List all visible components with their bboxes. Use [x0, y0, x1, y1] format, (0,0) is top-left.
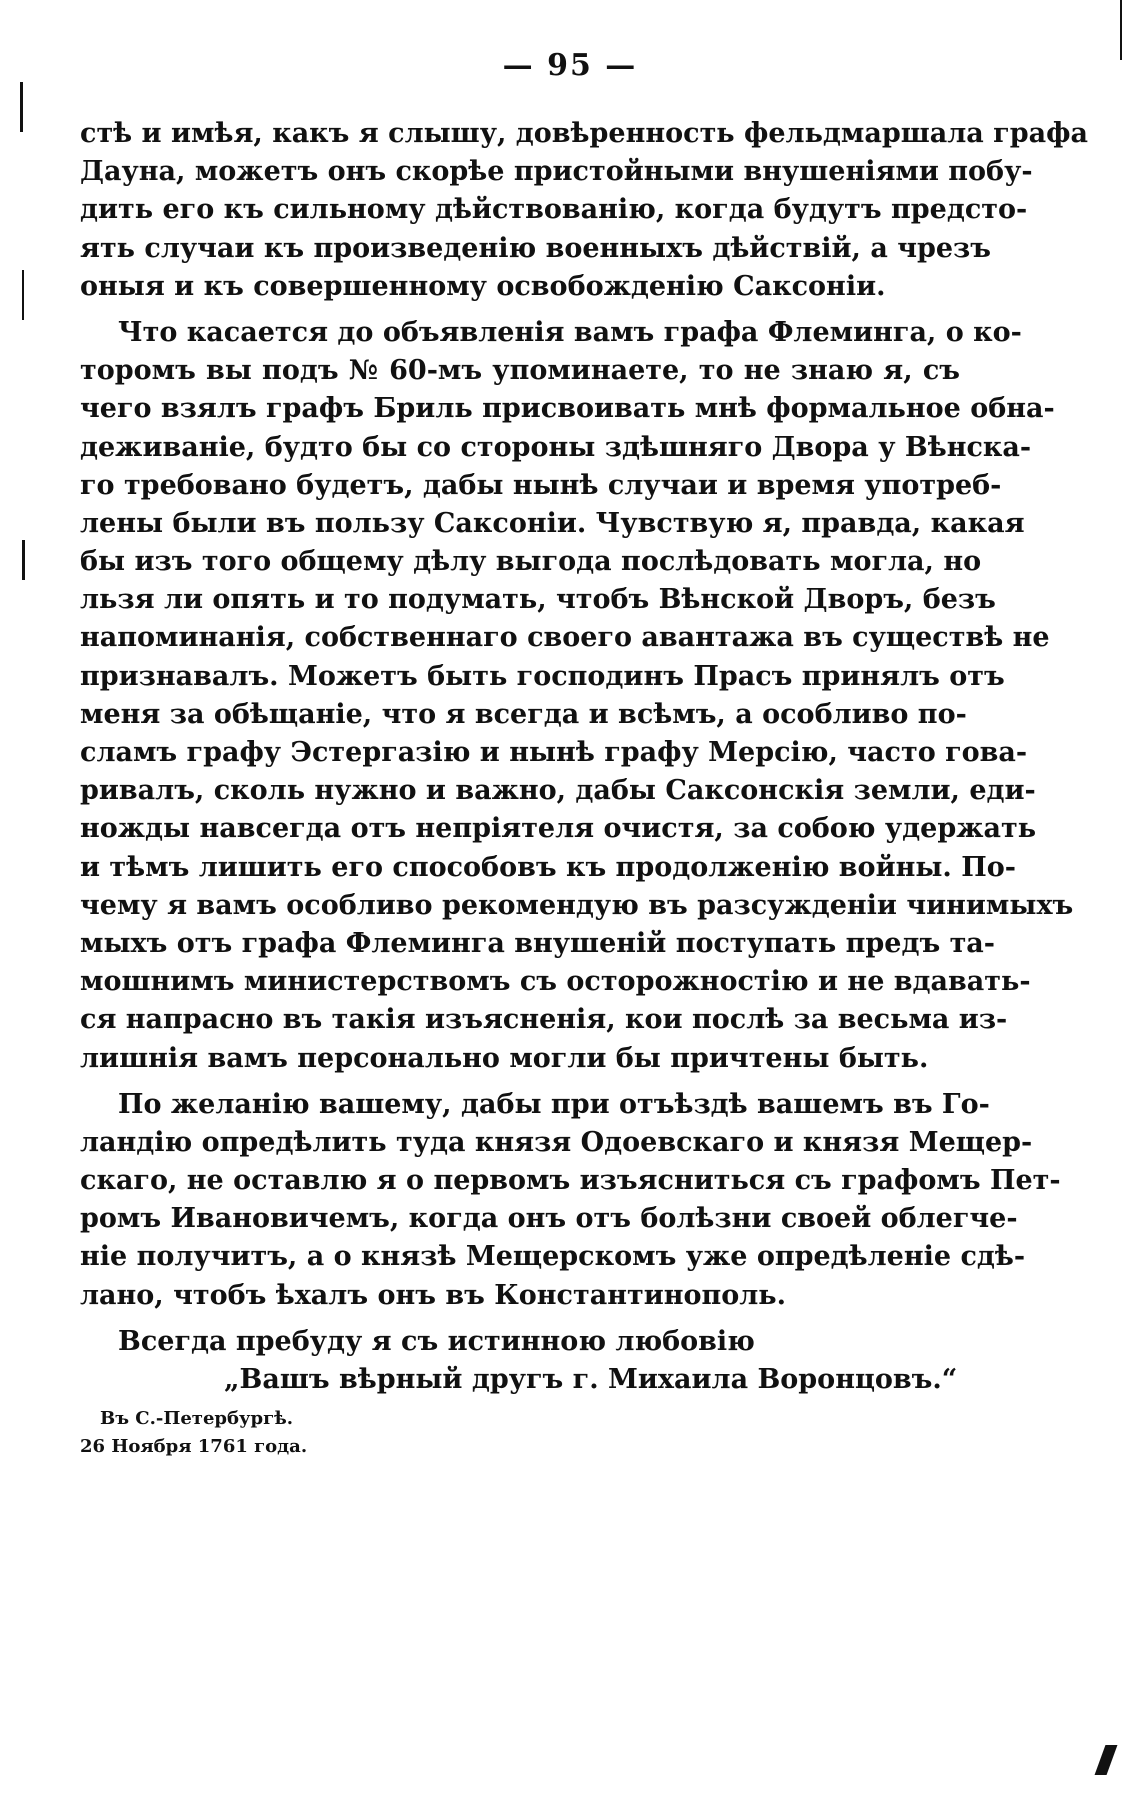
text-line: ніе получитъ, а о князѣ Мещерскомъ уже опредѣленіе сдѣ- [80, 1241, 1026, 1273]
text-line: го требовано будетъ, дабы нынѣ случаи и время употреб- [80, 469, 1002, 501]
letter-date: 26 Ноября 1761 года. [80, 1436, 308, 1458]
text-line: оныя и къ совершенному освобожденію Саксоніи. [80, 270, 886, 302]
text-line: чего взялъ графъ Бриль присвоивать мнѣ формальное обна- [80, 393, 1055, 425]
text-line: лано, чтобъ ѣхалъ онъ въ Константинополь. [80, 1279, 787, 1311]
paragraph-1 [80, 115, 1088, 306]
text-line: ся напрасно въ такія изъясненія, кои послѣ за весьма из- [80, 1004, 1008, 1036]
text-line: ять случаи къ произведенію военныхъ дѣйствій, а чрезъ [80, 232, 991, 264]
text-line: Что касается до объявленія вамъ графа Флеминга, о ко- [118, 316, 1022, 348]
text-line: стѣ и имѣя, какъ я слышу, довѣренность фельдмаршала графа [80, 118, 1088, 149]
scan-margin-mark [22, 270, 24, 320]
scan-margin-mark [1120, 0, 1122, 60]
text-line: льзя ли опять и то подумать, чтобъ Вѣнской Дворъ, безъ [80, 584, 996, 616]
paragraph-3 [80, 1086, 1061, 1315]
text-line: бы изъ того общему дѣлу выгода послѣдовать могла, но [80, 546, 982, 578]
letter-body [80, 115, 1088, 1461]
text-line: ландію опредѣлить туда князя Одоевскаго и князя Мещер- [80, 1126, 1033, 1158]
text-line: признавалъ. Можетъ быть господинъ Прасъ принялъ отъ [80, 660, 1005, 692]
text-line: ривалъ, сколь нужно и важно, дабы Саксонскія земли, еди- [80, 775, 1036, 807]
text-line: скаго, не оставлю я о первомъ изъясниться съ графомъ Пет- [80, 1165, 1061, 1197]
text-line: лишнія вамъ персонально могли бы причтены быть. [80, 1042, 929, 1074]
text-line: Дауна, можетъ онъ скорѣе пристойными внушеніями побу- [80, 156, 1033, 188]
text-line: лены были въ пользу Саксоніи. Чувствую я, правда, какая [80, 507, 1025, 539]
text-line: чему я вамъ особливо рекомендую въ разсужденіи чинимыхъ [80, 889, 1074, 921]
text-line: деживаніе, будто бы со стороны здѣшняго Двора у Вѣнска- [80, 431, 1032, 463]
text-line: сламъ графу Эстергазію и нынѣ графу Мерсію, часто говa- [80, 737, 1028, 768]
paragraph-2 [80, 314, 1074, 1078]
scan-margin-mark [1095, 1745, 1118, 1775]
text-line: ножды навсегда отъ непріятеля очистя, за собою удержать [80, 813, 1037, 845]
page-number: — 95 — [502, 48, 638, 83]
text-line: мыхъ отъ графа Флеминга внушеній поступать предъ та- [80, 927, 995, 959]
scan-margin-mark [20, 82, 23, 132]
text-line: мошнимъ министерствомъ съ осторожностію и не вдавать- [80, 966, 1031, 998]
text-line: По желанію вашему, дабы при отъѣздѣ вашемъ въ Го- [118, 1088, 990, 1120]
letter-place: Въ С.-Петербургѣ. [100, 1408, 294, 1430]
closing-line: Всегда пребуду я съ истинною любовію [118, 1325, 755, 1357]
text-line: торомъ вы подъ № 60-мъ упоминаете, то не знаю я, съ [80, 355, 960, 387]
text-line: дить его къ сильному дѣйствованію, когда будутъ предсто- [80, 194, 1028, 226]
scan-margin-mark [22, 540, 25, 580]
text-line: и тѣмъ лишить его способовъ къ продолженію войны. По- [80, 851, 1016, 883]
signature-line: „Вашъ вѣрный другъ г. Михаила Воронцовъ.“ [224, 1364, 958, 1396]
text-line: меня за обѣщаніе, что я всегда и всѣмъ, а особливо по- [80, 698, 967, 730]
text-line: напоминанія, собственнаго своего авантажа въ существѣ не [80, 622, 1050, 654]
text-line: ромъ Ивановичемъ, когда онъ отъ болѣзни своей облегче- [80, 1203, 1018, 1235]
